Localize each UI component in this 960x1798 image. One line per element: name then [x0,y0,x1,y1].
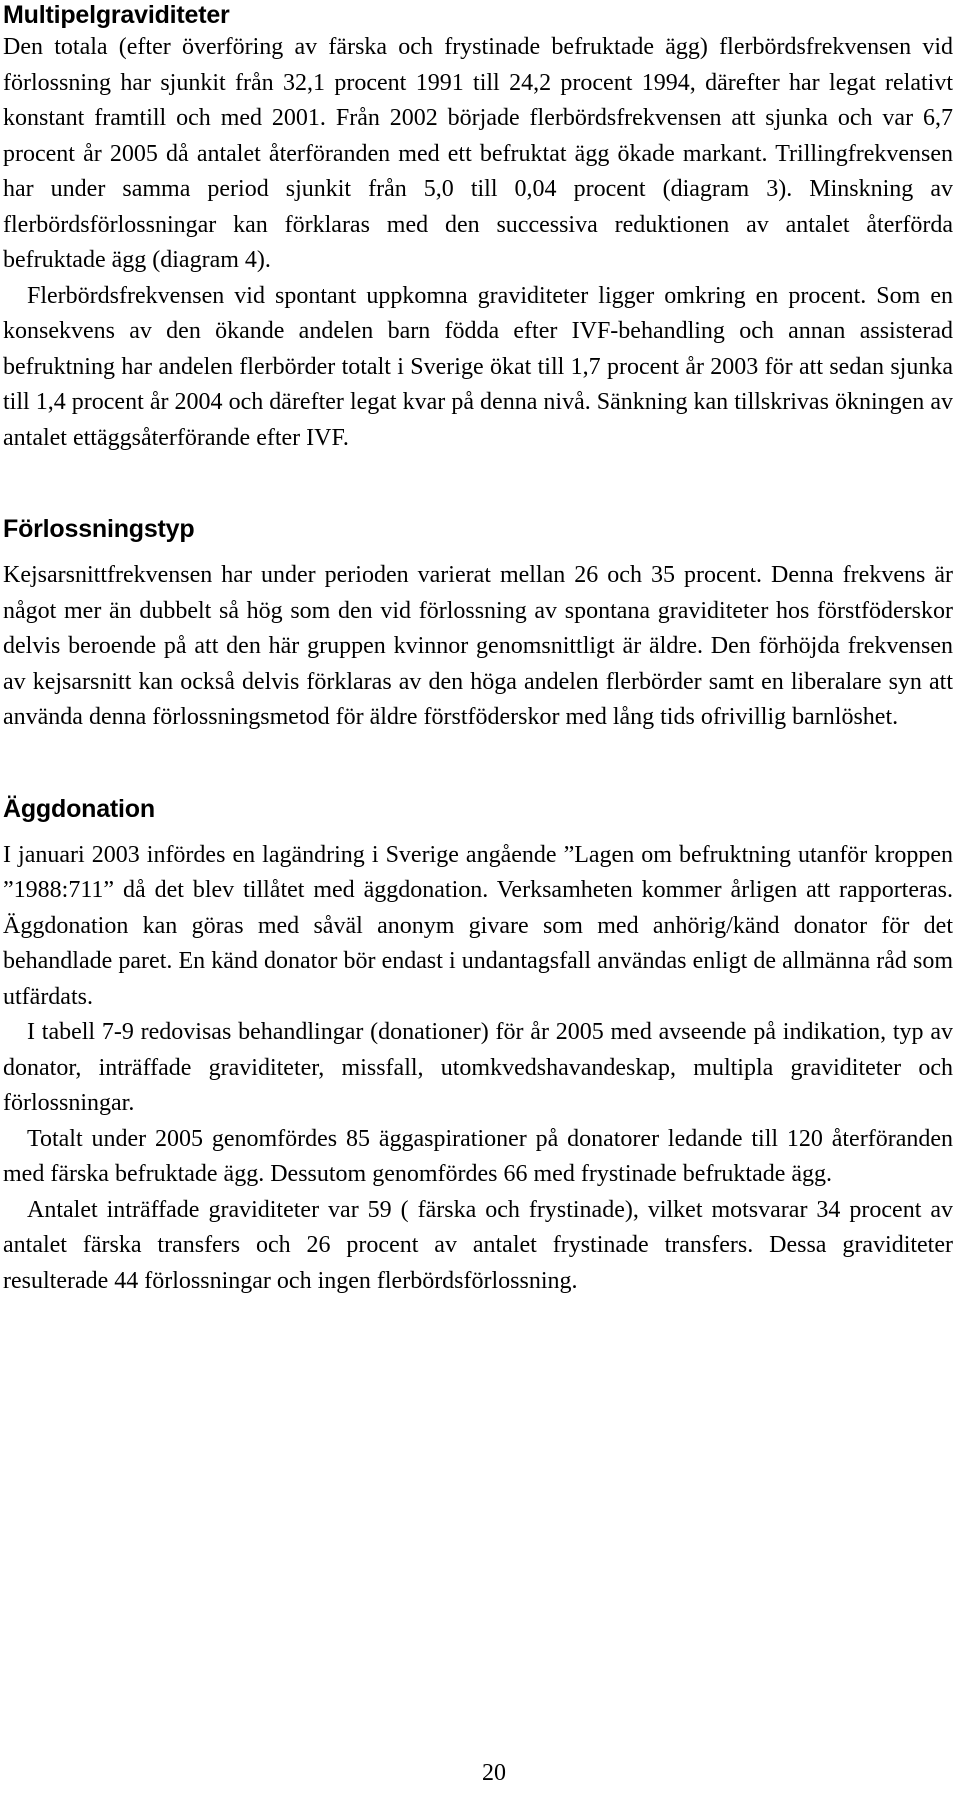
section-body-aggdonation [3,838,953,1300]
section-body-forlossningstyp [3,558,953,736]
paragraph: I januari 2003 infördes en lagändring i Sverige angående ”Lagen om befruktning utanför kroppen ”1988:711” då det blev tillåtet med äggdonation. Verksamheten kommer årligen att rapporteras. Äggdonation kan göras med såväl anonym givare som med anhörig/känd donator för det behandlade paret. En känd donator bör endast i undantagsfall användas enligt de allmänna råd som utfärdats. [3,841,953,1010]
paragraph: Kejsarsnittfrekvensen har under perioden varierat mellan 26 och 35 procent. Denna frekvens är något mer än dubbelt så hög som den vid förlossning av spontana graviditeter hos förstföderskor delvis beroende på att den här gruppen kvinnor genomsnittligt är äldre. Den förhöjda frekvensen av kejsarsnitt kan också delvis förklaras av den höga andelen flerbörder samt en liberalare syn att använda denna förlossningsmetod för äldre förstföderskor med lång tids ofrivillig barnlöshet. [3,562,953,730]
section-heading-aggdonation: Äggdonation [3,794,155,823]
section-body-multipelgraviditeter [3,30,953,456]
paragraph: Totalt under 2005 genomfördes 85 äggaspirationer på donatorer ledande till 120 återföranden med färska befruktade ägg. Dessutom genomfördes 66 med frystinade befruktade ägg. [3,1125,953,1187]
paragraph: Flerbördsfrekvensen vid spontant uppkomna graviditeter ligger omkring en procent. Som en konsekvens av den ökande andelen barn födda efter IVF-behandling och annan assisterad befruktning har andelen flerbörder totalt i Sverige ökat till 1,7 procent år 2003 för att sedan sjunka till 1,4 procent år 2004 och därefter legat kvar på denna nivå. Sänkning kan tillskrivas ökningen av antalet ettäggsåterförande efter IVF. [3,282,953,451]
paragraph: Den totala (efter överföring av färska och frystinade befruktade ägg) flerbördsfrekvensen vid förlossning har sjunkit från 32,1 procent 1991 till 24,2 procent 1994, därefter har legat relativt konstant framtill och med 2001. Från 2002 började flerbördsfrekvensen att sjunka och var 6,7 procent år 2005 då antalet återföranden med ett befruktat ägg ökade markant. Trillingfrekvensen har under samma period sjunkit från 5,0 till 0,04 procent (diagram 3). Minskning av flerbördsförlossningar kan förklaras med den successiva reduktionen av antalet återförda befruktade ägg (diagram 4). [3,34,953,273]
document-body [3,0,953,1299]
paragraph: I tabell 7-9 redovisas behandlingar (donationer) för år 2005 med avseende på indikation, typ av donator, inträffade graviditeter, missfall, utomkvedshavandeskap, multipla graviditeter och förlossningar. [3,1019,953,1116]
section-heading-multipelgraviditeter: Multipelgraviditeter [3,1,230,29]
paragraph: Antalet inträffade graviditeter var 59 ( färska och frystinade), vilket motsvarar 34 procent av antalet färska transfers och 26 procent av antalet frystinade transfers. Dessa graviditeter resulterade 44 förlossningar och ingen flerbördsförlossning. [3,1196,953,1294]
section-heading-forlossningstyp: Förlossningstyp [3,515,195,543]
page-number: 20 [482,1760,506,1786]
